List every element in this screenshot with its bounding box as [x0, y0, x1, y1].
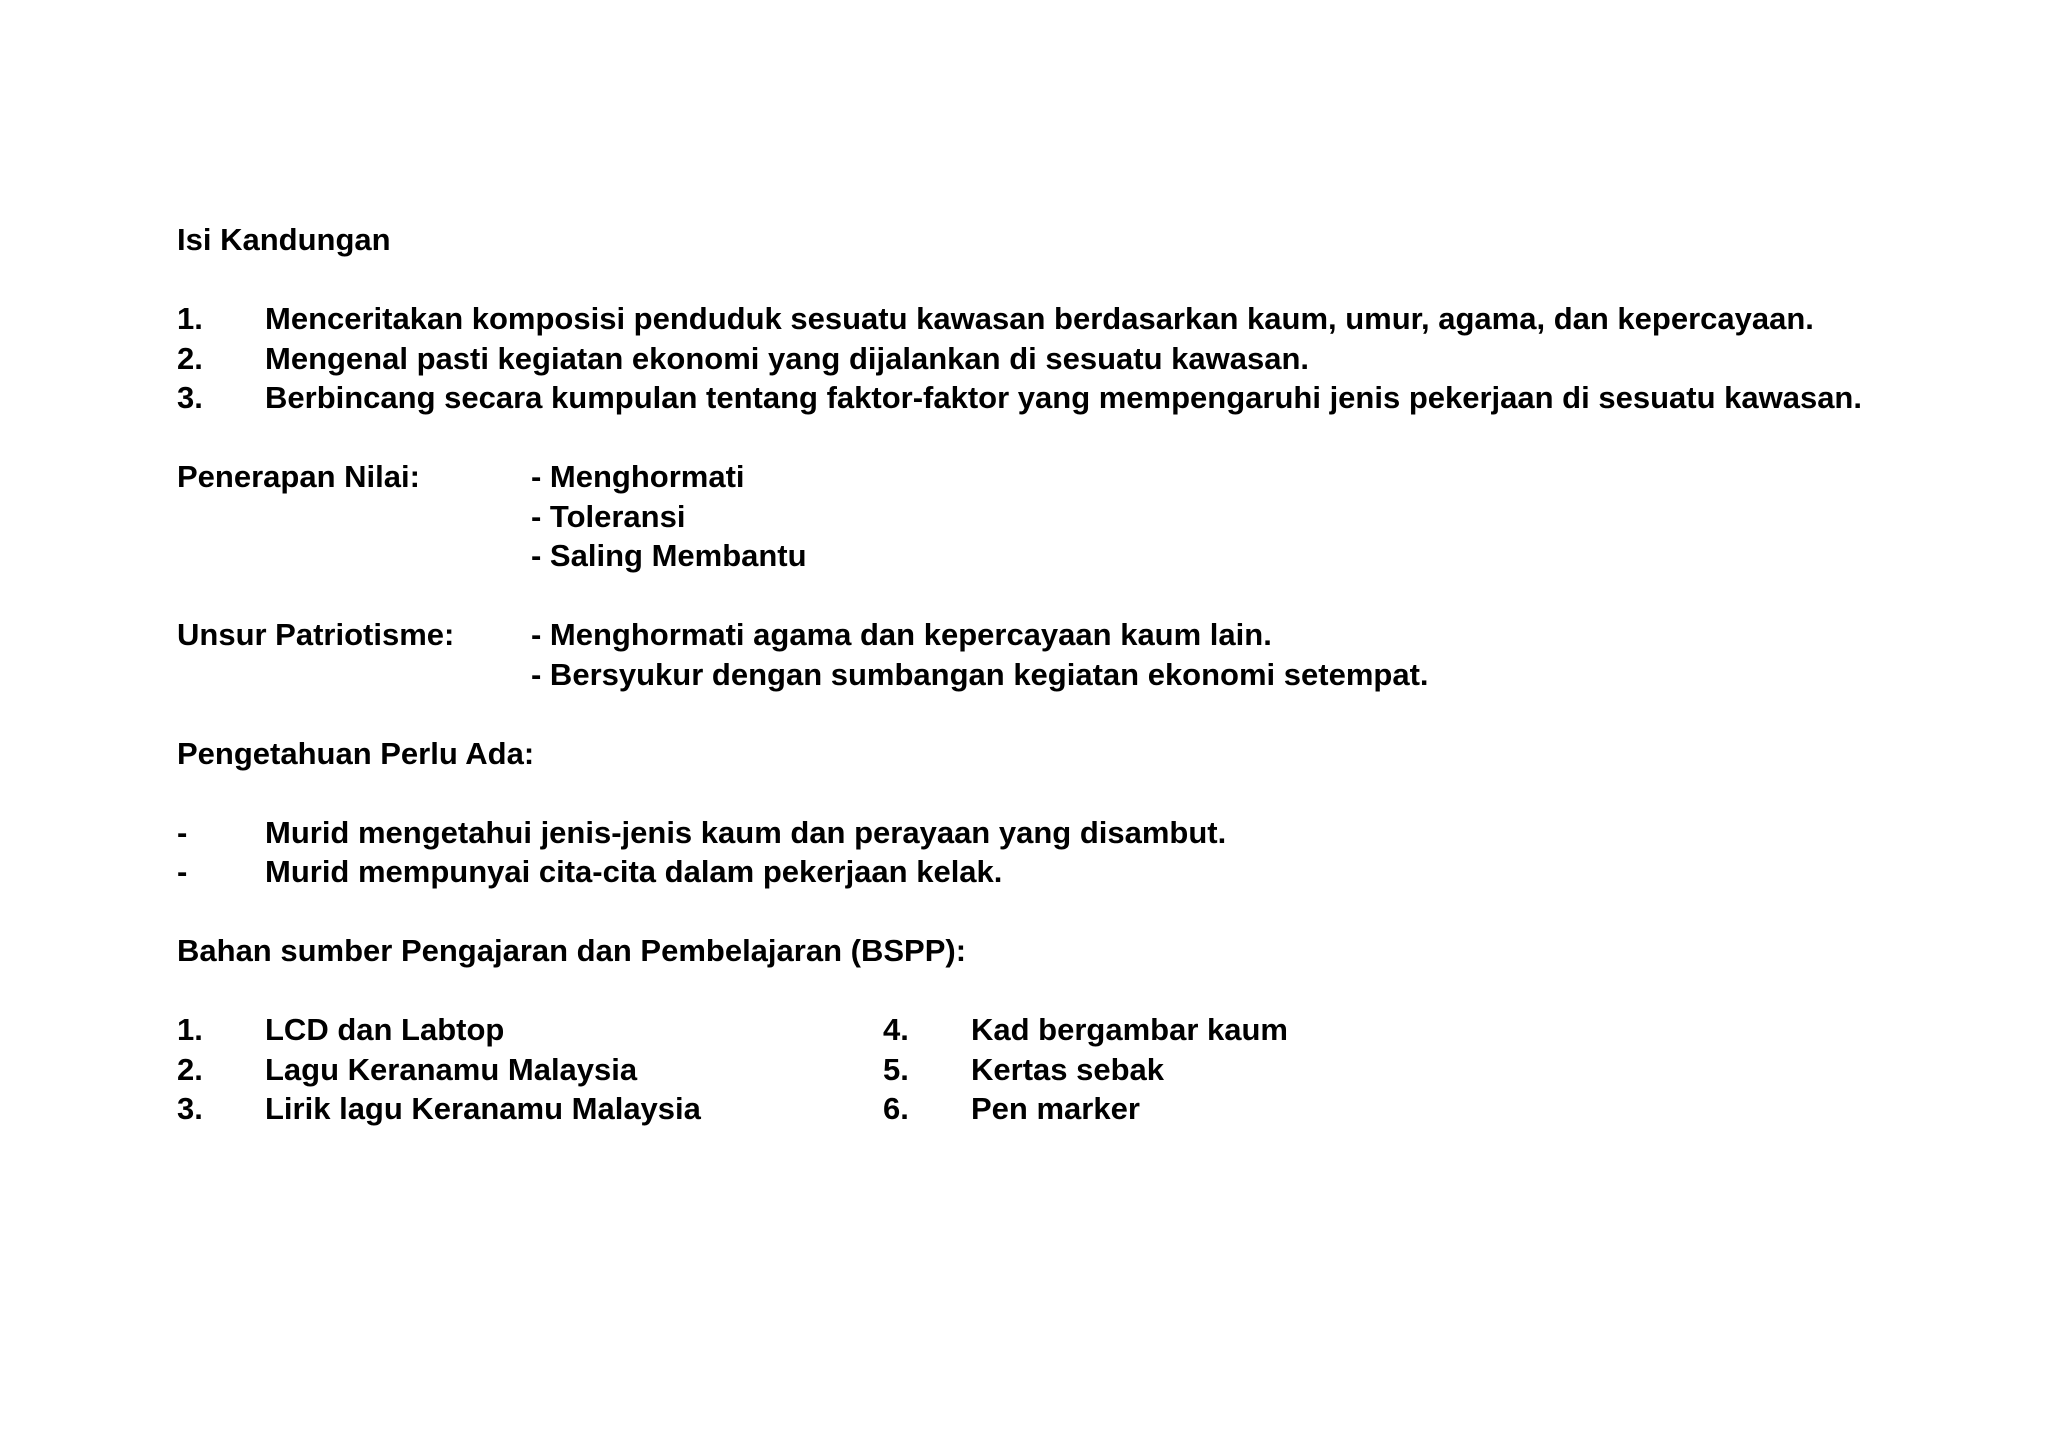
list-item	[177, 852, 1897, 892]
list-item-number: 3.	[177, 1091, 203, 1126]
value-item: - Toleransi	[531, 498, 686, 534]
list-item-number: 5.	[883, 1051, 909, 1087]
bspp-heading: Bahan sumber Pengajaran dan Pembelajaran (BSPP):	[177, 933, 967, 968]
list-item-number: 2.	[177, 340, 203, 376]
value-item: - Menghormati	[531, 459, 745, 494]
list-item-number: 4.	[883, 1012, 909, 1047]
list-item	[177, 1089, 883, 1129]
value-item: - Menghormati agama dan kepercayaan kaum lain.	[531, 617, 1272, 652]
list-item-text: Mengenal pasti kegiatan ekonomi yang dijalankan di sesuatu kawasan.	[265, 340, 1309, 376]
bspp-left-column	[177, 1010, 883, 1129]
value-item: - Bersyukur dengan sumbangan kegiatan ekonomi setempat.	[531, 656, 1429, 692]
list-item	[883, 1050, 1483, 1090]
list-item	[177, 1010, 883, 1050]
list-item-text: Kertas sebak	[971, 1051, 1165, 1087]
list-item	[883, 1010, 1483, 1050]
list-item	[177, 1050, 883, 1090]
list-item-text: Berbincang secara kumpulan tentang faktor-faktor yang mempengaruhi jenis pekerjaan di sesuatu kawasan.	[265, 380, 1862, 415]
bspp-right-column	[883, 1010, 1483, 1129]
penerapan-nilai-values	[531, 457, 1897, 576]
list-item	[177, 378, 1897, 418]
value-item: - Saling Membantu	[531, 538, 807, 573]
list-item	[883, 1089, 1483, 1129]
list-item-number: 6.	[883, 1091, 909, 1126]
list-item-number: 1.	[177, 1012, 203, 1047]
unsur-patriotisme-label: Unsur Patriotisme:	[177, 617, 455, 652]
list-item-text: Murid mempunyai cita-cita dalam pekerjaan kelak.	[265, 854, 1003, 889]
list-item-number: 3.	[177, 380, 203, 415]
bspp-list	[177, 1010, 1897, 1129]
list-item-text: Murid mengetahui jenis-jenis kaum dan perayaan yang disambut.	[265, 814, 1227, 850]
list-item-text: Menceritakan komposisi penduduk sesuatu kawasan berdasarkan kaum, umur, agama, dan kepercayaan.	[265, 301, 1814, 336]
list-item-text: Kad bergambar kaum	[971, 1012, 1288, 1047]
unsur-patriotisme-values	[531, 615, 1897, 694]
unsur-patriotisme-section	[177, 615, 1897, 694]
list-item	[177, 339, 1897, 379]
list-item-bullet: -	[177, 814, 188, 850]
list-item-text: Lagu Keranamu Malaysia	[265, 1051, 638, 1087]
document-page	[177, 220, 1897, 1129]
list-item-number: 2.	[177, 1051, 203, 1087]
pengetahuan-heading: Pengetahuan Perlu Ada:	[177, 735, 535, 771]
isi-kandungan-heading: Isi Kandungan	[177, 222, 391, 257]
list-item	[177, 299, 1897, 339]
list-item	[177, 813, 1897, 853]
penerapan-nilai-section	[177, 457, 1897, 576]
list-item-number: 1.	[177, 301, 203, 336]
list-item-text: Pen marker	[971, 1091, 1140, 1126]
penerapan-nilai-label: Penerapan Nilai:	[177, 459, 420, 494]
list-item-text: LCD dan Labtop	[265, 1012, 505, 1047]
list-item-text: Lirik lagu Keranamu Malaysia	[265, 1091, 701, 1126]
list-item-bullet: -	[177, 854, 188, 889]
